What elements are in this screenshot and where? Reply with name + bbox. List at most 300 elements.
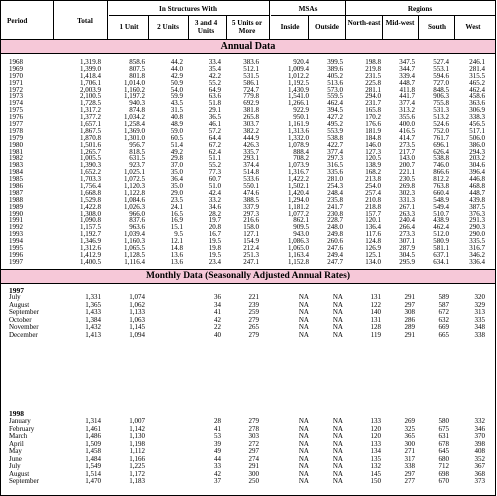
cell-value: 446.8 <box>469 175 485 184</box>
cell-value: 35.4 <box>208 64 221 73</box>
cell-value: 42 <box>214 315 221 324</box>
cell-value: 133 <box>370 417 381 425</box>
cell-value: 1,025.1 <box>124 168 145 177</box>
cell-value: 755.8 <box>433 99 449 108</box>
annual-data-heading: Annual Data <box>1 39 495 54</box>
cell-value: 267.1 <box>399 202 415 211</box>
cell-value: 580 <box>438 417 449 425</box>
cell-value: 512.1 <box>243 64 259 73</box>
cell-value: 439.8 <box>469 195 485 204</box>
cell-value: 559.5 <box>327 92 343 101</box>
cell-value: 279 <box>248 330 259 339</box>
cell-value: 549.4 <box>433 202 449 211</box>
cell-value: 1,161.9 <box>288 120 309 129</box>
header-rule-regions <box>345 15 495 16</box>
cell-value: 513.6 <box>327 78 343 87</box>
cell-value: 9.5 <box>174 230 183 239</box>
cell-value: 338 <box>474 330 485 339</box>
cell-value: 746.0 <box>433 161 449 170</box>
cell-value: 131 <box>370 315 381 324</box>
cell-value: 1,422.8 <box>80 202 101 211</box>
cell-value: 127.1 <box>243 230 259 239</box>
cell-value: 398 <box>474 439 485 448</box>
cell-value: 1,433 <box>85 308 101 317</box>
cell-value: 1,331 <box>85 293 101 301</box>
cell-value: NA <box>298 477 309 486</box>
cell-value: 943.0 <box>293 230 309 239</box>
cell-value: 34.6 <box>208 202 221 211</box>
cell-value: 696.1 <box>433 140 449 149</box>
cell-value: 527.4 <box>433 58 449 66</box>
row-period: 1997 <box>9 257 23 266</box>
cell-value: 293.1 <box>243 154 259 163</box>
cell-value: 637.1 <box>433 250 449 259</box>
cell-value: 230.5 <box>399 175 415 184</box>
cell-value: 124.8 <box>365 237 381 246</box>
cell-value: 291 <box>248 462 259 471</box>
cell-value: 506.0 <box>469 133 485 142</box>
cell-value: 538.8 <box>433 154 449 163</box>
header-divider-6 <box>269 1 270 39</box>
cell-value: 300 <box>404 439 415 448</box>
cell-value: 13.6 <box>170 257 183 266</box>
cell-value: 28 <box>214 417 221 425</box>
cell-value: 1,197.2 <box>124 92 145 101</box>
cell-value: 422.7 <box>327 140 343 149</box>
cell-value: 1,073.9 <box>288 161 309 170</box>
cell-value: 1,130 <box>129 432 145 441</box>
cell-value: 1,063 <box>129 315 145 324</box>
cell-value: 1,192.7 <box>80 230 101 239</box>
year-heading-1998: 1998 <box>9 409 24 418</box>
header-divider-11 <box>454 16 455 39</box>
cell-value: 165.8 <box>365 106 381 115</box>
cell-value: 335.7 <box>243 147 259 156</box>
cell-value: 221 <box>248 293 259 301</box>
cell-value: 1,294.0 <box>288 195 309 204</box>
cell-value: 922.9 <box>293 106 309 115</box>
cell-value: 221.1 <box>399 168 415 177</box>
header-south: South <box>428 23 446 31</box>
row-period: 1979 <box>9 133 23 142</box>
cell-value: 553.1 <box>433 64 449 73</box>
cell-value: 1,314 <box>85 417 101 425</box>
cell-value: 548.9 <box>433 195 449 204</box>
cell-value: 438.9 <box>433 216 449 225</box>
header-rule-structures <box>109 15 269 16</box>
cell-value: 510.7 <box>433 209 449 218</box>
cell-value: 448.7 <box>469 188 485 197</box>
row-month: June <box>9 454 22 463</box>
cell-value: 29.8 <box>170 154 183 163</box>
cell-value: 19.5 <box>208 237 221 246</box>
cell-value: 44.0 <box>170 64 183 73</box>
cell-value: 269.8 <box>399 182 415 191</box>
cell-value: 465.2 <box>469 78 485 87</box>
cell-value: 266.4 <box>399 223 415 232</box>
cell-value: 1,026.3 <box>124 202 145 211</box>
cell-value: 495.2 <box>327 120 343 129</box>
cell-value: 181.9 <box>365 126 381 135</box>
cell-value: 60.5 <box>170 133 183 142</box>
cell-value: 456.5 <box>469 120 485 129</box>
cell-value: 55.2 <box>208 78 221 87</box>
cell-value: 331.3 <box>399 195 415 204</box>
cell-value: 1,470 <box>85 477 101 486</box>
row-period: 1975 <box>9 106 23 115</box>
cell-value: 286 <box>404 315 415 324</box>
cell-value: 355.6 <box>399 113 415 122</box>
cell-value: 33 <box>214 462 221 471</box>
row-month: December <box>9 330 38 339</box>
cell-value: 1,514 <box>85 469 101 478</box>
cell-value: 1,316.7 <box>288 168 309 177</box>
cell-value: 1,163.4 <box>288 250 309 259</box>
cell-value: 16.7 <box>208 230 221 239</box>
cell-value: 1,458 <box>85 447 101 456</box>
row-period: 1995 <box>9 244 23 253</box>
cell-value: 1,014.0 <box>124 78 145 87</box>
cell-value: 125.1 <box>365 250 381 259</box>
cell-value: 49.2 <box>170 147 183 156</box>
cell-value: 645 <box>438 447 449 456</box>
cell-value: 1,225 <box>129 462 145 471</box>
cell-value: 1,365 <box>85 300 101 309</box>
cell-value: 132 <box>370 462 381 471</box>
cell-value: 399.5 <box>327 58 343 66</box>
cell-value: 1,308.0 <box>80 209 101 218</box>
cell-value: 1,430.9 <box>288 85 309 94</box>
cell-value: 383.6 <box>243 58 259 66</box>
header-divider-8 <box>345 1 346 39</box>
cell-value: 363.6 <box>469 99 485 108</box>
cell-value: 126.9 <box>365 244 381 253</box>
cell-value: 15.1 <box>170 223 183 232</box>
cell-value: 300 <box>248 469 259 478</box>
cell-value: 170.2 <box>365 113 381 122</box>
cell-value: 374.4 <box>243 161 259 170</box>
header-regions: Regions <box>407 5 433 13</box>
cell-value: 49 <box>214 447 221 456</box>
cell-value: 254.3 <box>327 182 343 191</box>
row-period: 1977 <box>9 120 23 129</box>
cell-value: 626.4 <box>433 147 449 156</box>
cell-value: NA <box>298 323 309 332</box>
cell-value: 37 <box>214 477 221 486</box>
cell-value: 367 <box>474 462 485 471</box>
cell-value: 1,377.2 <box>80 113 101 122</box>
header-divider-7 <box>308 16 309 39</box>
cell-value: 135 <box>370 454 381 463</box>
cell-value: 213.8 <box>365 175 381 184</box>
cell-value: 1,065.5 <box>124 244 145 253</box>
cell-value: 1,084.6 <box>124 195 145 204</box>
cell-value: 168.2 <box>365 168 381 177</box>
cell-value: 920.4 <box>293 58 309 66</box>
cell-value: 427.2 <box>327 113 343 122</box>
cell-value: 1,867.5 <box>80 126 101 135</box>
cell-value: 289 <box>404 323 415 332</box>
table-row <box>1 259 496 266</box>
row-month: August <box>9 300 30 309</box>
cell-value: 1,529.8 <box>80 195 101 204</box>
cell-value: 247.7 <box>327 257 343 266</box>
row-period: 1987 <box>9 188 23 197</box>
cell-value: 198.8 <box>365 58 381 66</box>
year-heading-1997: 1997 <box>9 286 24 295</box>
cell-value: 24.1 <box>170 202 183 211</box>
cell-value: 1,078.9 <box>288 140 309 149</box>
cell-value: 1,346.9 <box>80 237 101 246</box>
cell-value: 462.4 <box>433 223 449 232</box>
cell-value: 801.8 <box>129 71 145 80</box>
cell-value: 382.2 <box>243 126 259 135</box>
cell-value: 274 <box>248 454 259 463</box>
cell-value: 966.0 <box>129 209 145 218</box>
cell-value: 862.1 <box>293 216 309 225</box>
cell-value: 46.1 <box>208 120 221 129</box>
cell-value: 1,756.4 <box>80 182 101 191</box>
cell-value: 246.1 <box>469 58 485 66</box>
cell-value: 1,007 <box>129 417 145 425</box>
cell-value: 19.7 <box>208 216 221 225</box>
row-month: September <box>9 308 39 317</box>
cell-value: 248.4 <box>327 188 343 197</box>
cell-value: 1,122.8 <box>124 188 145 197</box>
cell-value: 34 <box>214 300 221 309</box>
cell-value: 837.6 <box>129 216 145 225</box>
row-period: 1976 <box>9 113 23 122</box>
cell-value: 263.3 <box>399 209 415 218</box>
cell-value: 335.6 <box>327 168 343 177</box>
cell-value: 297.3 <box>327 154 343 163</box>
cell-value: 866.6 <box>433 168 449 177</box>
cell-value: 1,432 <box>85 323 101 332</box>
table-row <box>1 478 496 486</box>
cell-value: 1,258.4 <box>124 120 145 129</box>
cell-value: 1,313.6 <box>288 126 309 135</box>
cell-value: 20.8 <box>208 223 221 232</box>
cell-value: 140 <box>370 308 381 317</box>
cell-value: 313.2 <box>399 106 415 115</box>
cell-value: 277 <box>404 477 415 486</box>
cell-value: 1,112 <box>129 447 145 456</box>
row-month: August <box>9 469 30 478</box>
cell-value: 1,094 <box>129 330 145 339</box>
cell-value: 59.9 <box>170 92 183 101</box>
cell-value: 51.8 <box>208 99 221 108</box>
cell-value: 1,399.0 <box>80 64 101 73</box>
cell-value: 848.5 <box>433 85 449 94</box>
cell-value: 512.0 <box>433 230 449 239</box>
cell-value: 1,390.3 <box>80 161 101 170</box>
cell-value: 807.5 <box>129 64 145 73</box>
cell-value: 678 <box>438 439 449 448</box>
cell-value: NA <box>298 447 309 456</box>
cell-value: 634.1 <box>433 257 449 266</box>
cell-value: 1,157.5 <box>80 223 101 232</box>
cell-value: 48.9 <box>170 120 183 129</box>
cell-value: 594.6 <box>433 71 449 80</box>
row-month: January <box>9 417 31 425</box>
cell-value: NA <box>298 469 309 478</box>
cell-value: 344.7 <box>399 64 415 73</box>
row-period: 1992 <box>9 223 23 232</box>
cell-value: 39 <box>214 439 221 448</box>
cell-value: 1,120.3 <box>124 182 145 191</box>
cell-value: 12.1 <box>170 237 183 246</box>
cell-value: 1,319.8 <box>80 58 101 66</box>
cell-value: 42.2 <box>208 71 221 80</box>
cell-value: 249.8 <box>327 230 343 239</box>
cell-value: 1,418.4 <box>80 71 101 80</box>
cell-value: NA <box>298 308 309 317</box>
header-inside: Inside <box>280 23 300 31</box>
cell-value: 51.0 <box>208 182 221 191</box>
cell-value: 51.1 <box>208 154 221 163</box>
cell-value: 1,062 <box>129 300 145 309</box>
cell-value: 228.7 <box>327 216 343 225</box>
cell-value: 2,100.5 <box>80 92 101 101</box>
cell-value: 53 <box>214 432 221 441</box>
cell-value: 1,265.7 <box>80 147 101 156</box>
cell-value: 33.2 <box>208 195 221 204</box>
cell-value: 538.8 <box>327 133 343 142</box>
cell-value: 581.1 <box>433 244 449 253</box>
cell-value: 387.5 <box>469 202 485 211</box>
cell-value: 259 <box>248 308 259 317</box>
cell-value: 42.9 <box>170 71 183 80</box>
cell-value: 54.0 <box>170 85 183 94</box>
cell-value: 290.3 <box>469 223 485 232</box>
cell-value: 273.3 <box>399 230 415 239</box>
cell-value: 128 <box>370 323 381 332</box>
cell-value: 134 <box>370 447 381 456</box>
header-period: Period <box>7 17 28 25</box>
cell-value: 2,003.9 <box>80 85 101 94</box>
cell-value: 1,198 <box>129 439 145 448</box>
cell-value: 365 <box>404 432 415 441</box>
cell-value: 231.7 <box>365 99 381 108</box>
cell-value: 117.6 <box>365 230 381 239</box>
cell-value: 950.1 <box>293 113 309 122</box>
cell-value: 254.0 <box>365 182 381 191</box>
cell-value: 16.9 <box>170 216 183 225</box>
cell-value: 1,160.2 <box>124 85 145 94</box>
cell-value: 59.0 <box>170 126 183 135</box>
cell-value: 313 <box>474 308 485 317</box>
cell-value: 269 <box>404 417 415 425</box>
row-period: 1973 <box>9 92 23 101</box>
cell-value: 41 <box>214 308 221 317</box>
cell-value: 680 <box>438 454 449 463</box>
cell-value: 394.5 <box>327 106 343 115</box>
cell-value: 963.6 <box>129 223 145 232</box>
cell-value: 441.7 <box>399 92 415 101</box>
cell-value: 55.2 <box>208 161 221 170</box>
cell-value: 1,005.5 <box>80 154 101 163</box>
cell-value: 36.4 <box>170 175 183 184</box>
cell-value: 40 <box>214 330 221 339</box>
cell-value: 13.6 <box>170 250 183 259</box>
cell-value: 332 <box>474 417 485 425</box>
cell-value: 225.8 <box>365 78 381 87</box>
cell-value: 670 <box>438 477 449 486</box>
cell-value: 44.2 <box>170 58 183 66</box>
cell-value: 157.7 <box>365 209 381 218</box>
cell-value: 308 <box>404 308 415 317</box>
cell-value: 279 <box>248 315 259 324</box>
header-3-4-units: 3 and 4 Units <box>194 19 218 35</box>
cell-value: 724.7 <box>243 85 259 94</box>
cell-value: 513.2 <box>433 113 449 122</box>
cell-value: 63.6 <box>208 92 221 101</box>
cell-value: NA <box>298 454 309 463</box>
cell-value: 1,009.4 <box>288 64 309 73</box>
cell-value: 389.6 <box>327 64 343 73</box>
cell-value: 1,412.9 <box>80 250 101 259</box>
cell-value: 632 <box>438 315 449 324</box>
cell-value: 1,332.0 <box>288 133 309 142</box>
cell-value: NA <box>332 454 343 463</box>
cell-value: 120 <box>370 424 381 433</box>
cell-value: 294.3 <box>469 147 485 156</box>
row-month: October <box>9 315 32 324</box>
cell-value: 138.9 <box>365 161 381 170</box>
row-period: 1990 <box>9 209 23 218</box>
cell-value: 120.1 <box>365 216 381 225</box>
cell-value: 60.7 <box>208 175 221 184</box>
cell-value: 370 <box>474 432 485 441</box>
cell-value: 23.5 <box>170 195 183 204</box>
cell-value: 29.0 <box>170 188 183 197</box>
cell-value: 200.7 <box>399 161 415 170</box>
cell-value: 531.5 <box>243 71 259 80</box>
cell-value: 287.9 <box>399 244 415 253</box>
cell-value: 297 <box>404 300 415 309</box>
header-outside: Outside <box>315 23 339 31</box>
cell-value: 247.6 <box>327 244 343 253</box>
cell-value: 388.5 <box>243 195 259 204</box>
cell-value: 940.3 <box>129 99 145 108</box>
cell-value: 35.0 <box>170 182 183 191</box>
row-period: 1985 <box>9 175 23 184</box>
cell-value: 524.6 <box>433 120 449 129</box>
cell-value: 335.5 <box>469 237 485 246</box>
cell-value: 279 <box>248 417 259 425</box>
cell-value: 307.1 <box>399 237 415 246</box>
cell-value: 203.2 <box>469 154 485 163</box>
cell-value: 297 <box>404 469 415 478</box>
cell-value: 1,181.2 <box>288 202 309 211</box>
cell-value: 320 <box>474 293 485 301</box>
cell-value: 23.4 <box>208 257 221 266</box>
cell-value: 587 <box>438 300 449 309</box>
cell-value: NA <box>332 447 343 456</box>
cell-value: 1,461 <box>85 424 101 433</box>
header-divider-10 <box>418 16 419 39</box>
cell-value: 131 <box>370 293 381 301</box>
cell-value: 858.6 <box>129 58 145 66</box>
cell-value: 302.3 <box>399 188 415 197</box>
cell-value: 1,422.2 <box>288 175 309 184</box>
cell-value: 1,312.6 <box>80 244 101 253</box>
cell-value: 16.5 <box>170 209 183 218</box>
row-month: April <box>9 439 24 448</box>
cell-value: 1,077.2 <box>288 209 309 218</box>
cell-value: 1,484 <box>85 454 101 463</box>
cell-value: 291 <box>404 330 415 339</box>
